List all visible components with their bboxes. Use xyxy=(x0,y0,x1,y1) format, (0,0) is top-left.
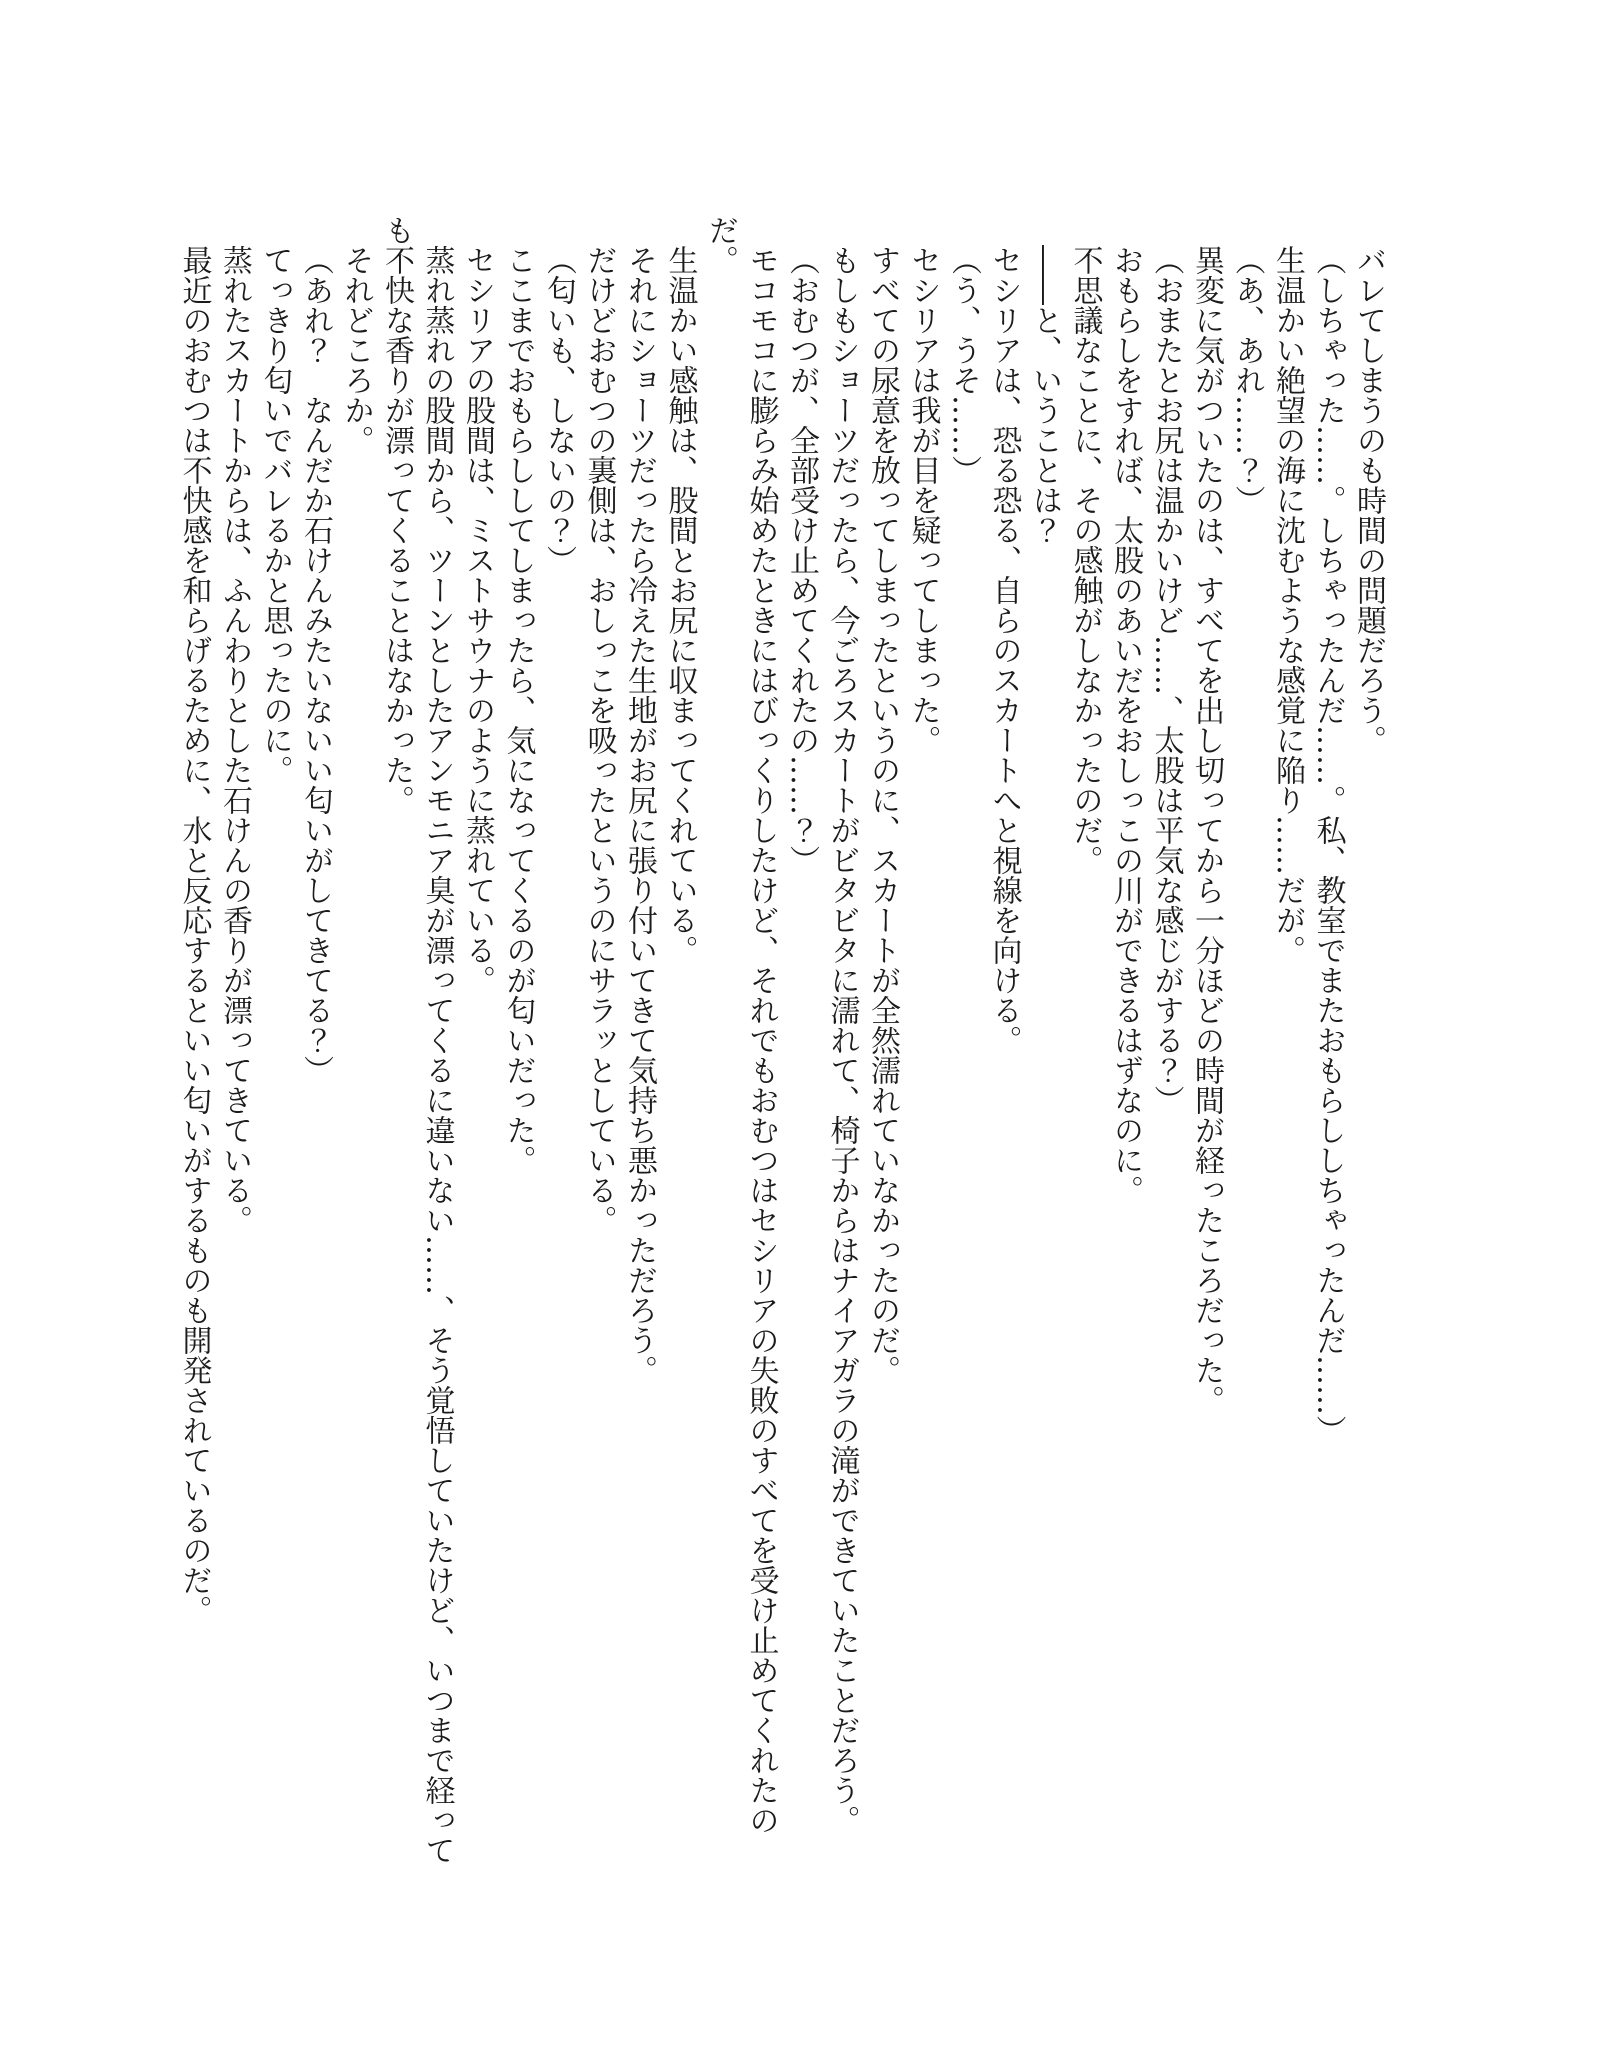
paragraph-4: （あ、あれ……？） xyxy=(1229,245,1265,515)
paragraph-19: だけどおむつの裏側は、おしっこを吸ったというのにサラッとしている。 xyxy=(581,245,617,1235)
paragraph-16: モコモコに膨らみ始めたときにはびっくりしたけど、それでもおむつはセシリアの失敗のすべてを受け止めてくれたのだ。 xyxy=(703,215,779,1835)
paragraph-7: おもらしをすれば、太股のあいだをおしっこの川ができるはずなのに。 xyxy=(1108,245,1143,1205)
paragraph-25: （あれ？ なんだか石けんみたいないい匂いがしてきてる？） xyxy=(298,245,333,1085)
paragraph-24: それどころか。 xyxy=(338,245,374,455)
paragraph-10: セシリアは、恐る恐る、自らのスカートへと視線を向ける。 xyxy=(986,245,1022,1055)
paragraph-13: すべての尿意を放ってしまったというのに、スカートが全然濡れていなかったのだ。 xyxy=(865,245,900,1385)
paragraph-21: ここまでおもらししてしまったら、気になってくるのが匂いだった。 xyxy=(500,245,536,1175)
paragraph-20: （匂いも、しないの？） xyxy=(541,245,576,575)
paragraph-17: 生温かい感触は、股間とお尻に収まってくれている。 xyxy=(662,245,698,965)
paragraph-2: （しちゃった……。しちゃったんだ……。私、教室でまたおもらししちゃったんだ……） xyxy=(1310,245,1346,1445)
paragraph-12: セシリアは我が目を疑ってしまった。 xyxy=(905,245,941,755)
paragraph-18: それにショーツだったら冷えた生地がお尻に張り付いてきて気持ち悪かっただろう。 xyxy=(622,245,657,1385)
paragraph-26: てっきり匂いでバレるかと思ったのに。 xyxy=(257,245,293,785)
paragraph-22: セシリアの股間は、ミストサウナのように蒸れている。 xyxy=(460,245,495,995)
paragraph-27: 蒸れたスカートからは、ふんわりとした石けんの香りが漂ってきている。 xyxy=(217,245,252,1235)
paragraph-14: もしもショーツだったら、今ごろスカートがビタビタに濡れて、椅子からはナイアガラの滝ができていたことだろう。 xyxy=(824,245,860,1835)
paragraph-15: （おむつが、全部受け止めてくれたの……？） xyxy=(784,245,819,875)
paragraph-5: 異変に気がついたのは、すべてを出し切ってから一分ほどの時間が経ったころだった。 xyxy=(1189,245,1224,1415)
paragraph-3: 生温かい絶望の海に沈むような感覚に陥り……だが。 xyxy=(1270,245,1305,965)
paragraph-9: ――と、いうことは？ xyxy=(1027,245,1062,545)
paragraph-8: 不思議なことに、その感触がしなかったのだ。 xyxy=(1067,245,1103,875)
page-text xyxy=(176,215,1388,1875)
paragraph-28: 最近のおむつは不快感を和らげるために、水と反応するといい匂いがするものも開発されているのだ。 xyxy=(176,245,212,1625)
paragraph-6: （おまたとお尻は温かいけど……、太股は平気な感じがする？） xyxy=(1148,245,1184,1115)
paragraph-1: バレてしまうのも時間の問題だろう。 xyxy=(1351,245,1386,755)
paragraph-23: 蒸れ蒸れの股間から、ツーンとしたアンモニア臭が漂ってくるに違いない……、そう覚悟していたけど、いつまで経っても不快な香りが漂ってくることはなかった。 xyxy=(379,215,455,1865)
paragraph-11: （う、うそ……） xyxy=(946,245,981,485)
novel-page xyxy=(176,215,1388,1875)
